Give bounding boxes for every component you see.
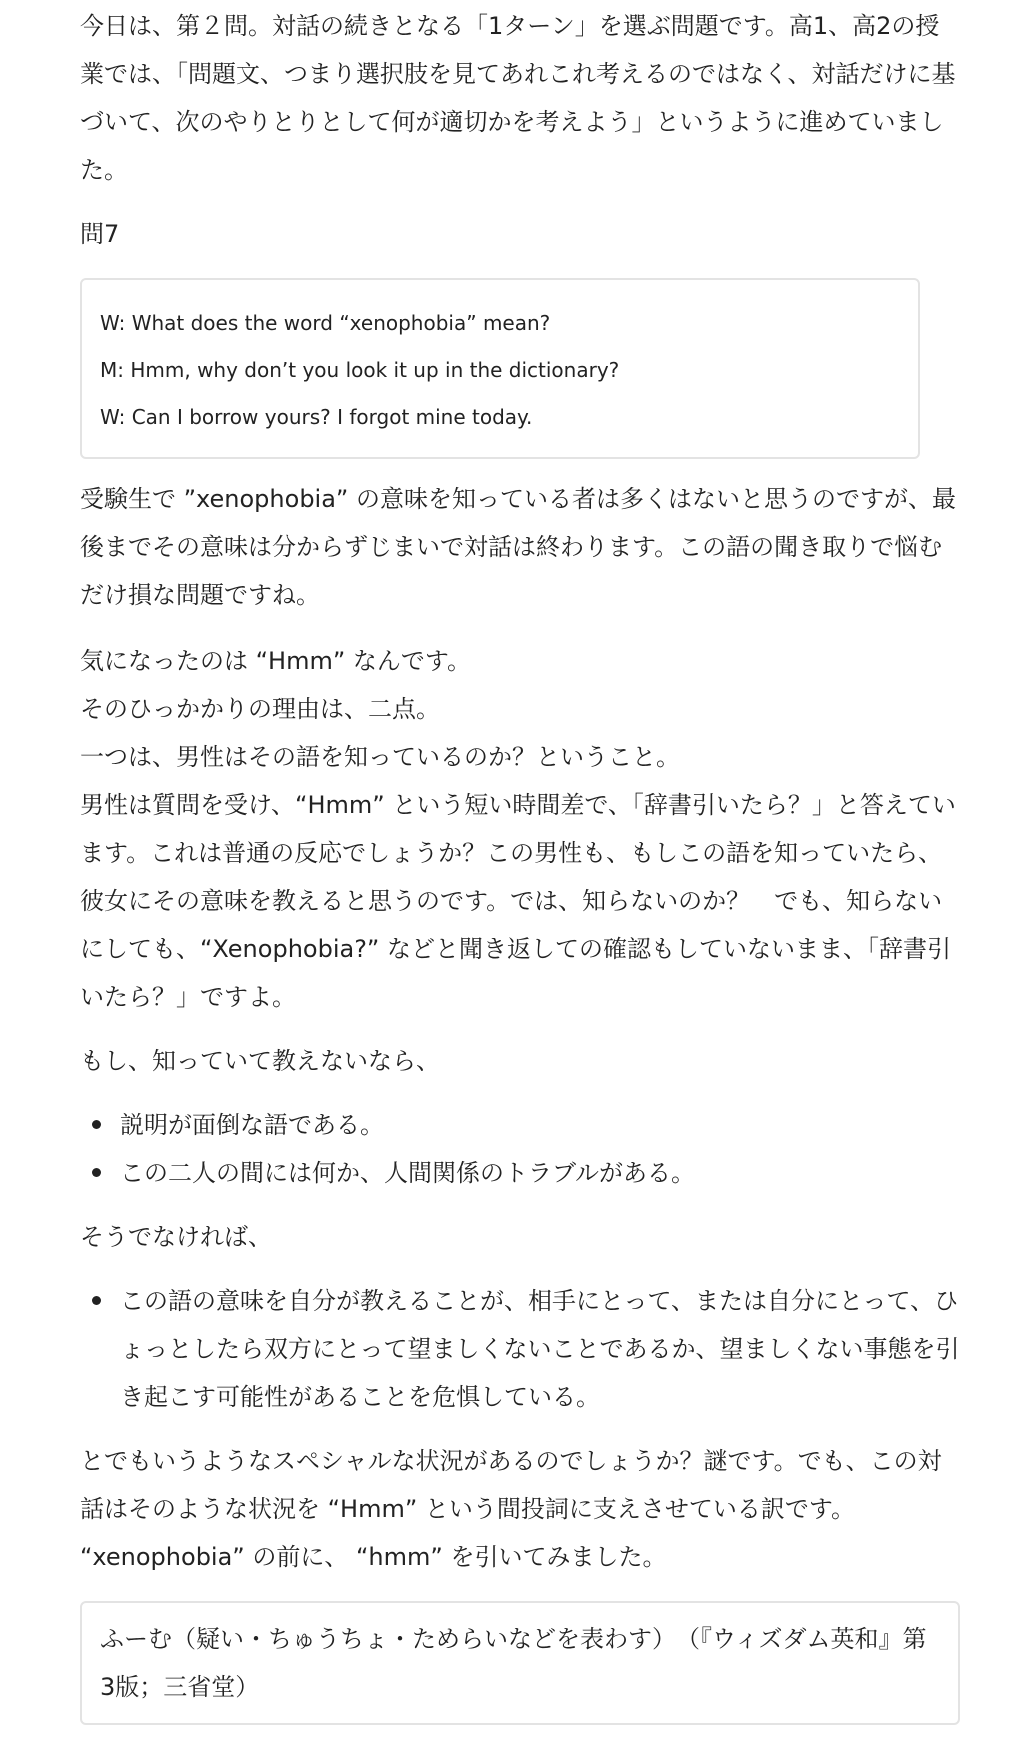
dialogue-line-3: W: Can I borrow yours? I forgot mine today. (100, 405, 533, 429)
intro-paragraph: 今日は、第２問。対話の続きとなる「1ターン」を選ぶ問題です。高1、高2の授業では、「問題文、つまり選択肢を見てあれこれ考えるのではなく、対話だけに基づいて、次のやりとりとして何が適切かを考えよう」というように進めていました。 (80, 12, 956, 184)
paragraph-xenophobia-meaning: 受験生で ”xenophobia” の意味を知っている者は多くはないと思うのですが、最後までその意味は分からずじまいで対話は終わります。この語の聞き取りで悩むだけ損な問題ですね。 (80, 485, 956, 609)
paragraph-special-situation: とでもいうようなスペシャルな状況があるのでしょうか？謎です。でも、この対話はそのような状況を “Hmm” という間投詞に支えさせている訳です。 (80, 1447, 942, 1523)
dialogue-line-2: M: Hmm, why don’t you look it up in the dictionary? (100, 358, 620, 382)
dialogue-quote-box (80, 278, 920, 459)
line-two-reasons: そのひっかかりの理由は、二点。 (80, 695, 440, 723)
bullet-dot-icon (92, 1168, 101, 1177)
paragraph-lookup-hmm: “xenophobia” の前に、 “hmm” を引いてみました。 (80, 1543, 667, 1571)
dialogue-line-1: W: What does the word “xenophobia” mean? (100, 311, 551, 335)
line-hmm-concern: 気になったのは “Hmm” なんです。 (80, 647, 472, 675)
paragraph-otherwise: そうでなければ、 (80, 1223, 272, 1251)
paragraph-if-knows: もし、知っていて教えないなら、 (80, 1047, 440, 1075)
bullet-list-1 (80, 1101, 960, 1197)
list-item: この二人の間には何か、人間関係のトラブルがある。 (80, 1149, 960, 1197)
bullet-list-2 (80, 1277, 960, 1421)
list-item: 説明が面倒な語である。 (80, 1101, 960, 1149)
hmm-discussion (80, 637, 960, 1021)
definition-quote-box (80, 1601, 960, 1725)
question-label: 問7 (80, 220, 120, 248)
line-first-reason: 一つは、男性はその語を知っているのか？ということ。 (80, 743, 680, 771)
definition-text: ふーむ（疑い・ちゅうちょ・ためらいなどを表わす） （『ウィズダム英和』第3版；三省堂） (100, 1625, 927, 1701)
bullet-dot-icon (92, 1120, 101, 1129)
line-man-response: 男性は質問を受け、“Hmm” という短い時間差で、「辞書引いたら？」と答えています。これは普通の反応でしょうか？この男性も、もしこの語を知っていたら、彼女にその意味を教えると思うのです。では、知らないのか？ でも、知らないにしても、“Xenophobia?” などと聞き返しての確認もしていないまま、「辞書引いたら？」ですよ。 (80, 791, 956, 1011)
list-item: この語の意味を自分が教えることが、相手にとって、または自分にとって、ひょっとしたら双方にとって望ましくないことであるか、望ましくない事態を引き起こす可能性があることを危惧している。 (80, 1277, 960, 1421)
bullet-dot-icon (92, 1296, 101, 1305)
